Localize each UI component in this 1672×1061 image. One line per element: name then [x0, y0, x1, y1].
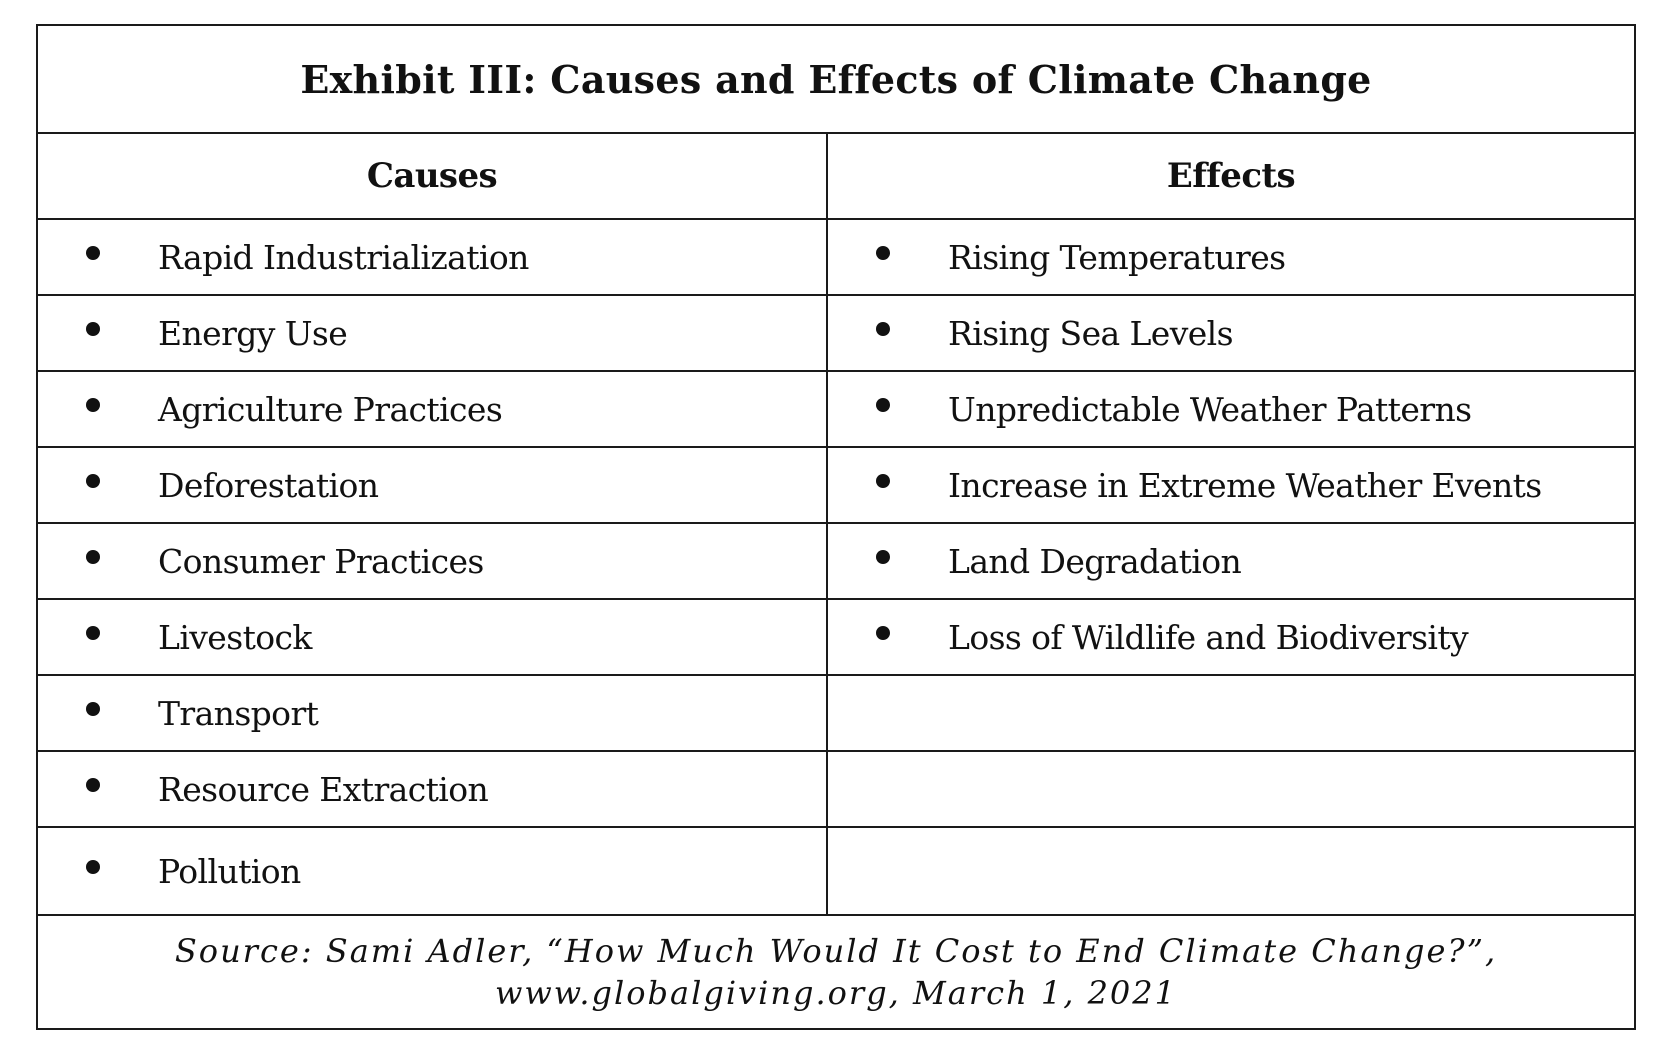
effect-cell [828, 296, 1634, 372]
cause-label: Resource Extraction [158, 769, 489, 809]
effects-header: Effects [828, 134, 1634, 220]
source-line-2: www.globalgiving.org, March 1, 2021 [495, 974, 1177, 1012]
effect-label: Increase in Extreme Weather Events [948, 465, 1542, 505]
bullet-icon [876, 398, 890, 412]
effect-cell [828, 448, 1634, 524]
cause-cell [38, 448, 828, 524]
bullet-icon [86, 702, 100, 716]
bullet-icon [86, 322, 100, 336]
cause-cell [38, 676, 828, 752]
source-citation [38, 916, 1634, 1028]
cause-label: Pollution [158, 851, 301, 891]
bullet-icon [86, 626, 100, 640]
exhibit-title: Exhibit III: Causes and Effects of Climate Change [38, 26, 1634, 134]
effect-cell-empty [828, 828, 1634, 916]
effect-cell [828, 524, 1634, 600]
effect-cell [828, 220, 1634, 296]
bullet-icon [86, 778, 100, 792]
effect-cell [828, 600, 1634, 676]
cause-cell [38, 752, 828, 828]
causes-header: Causes [38, 134, 828, 220]
cause-cell [38, 828, 828, 916]
cause-cell [38, 220, 828, 296]
effect-cell-empty [828, 752, 1634, 828]
bullet-icon [86, 860, 100, 874]
bullet-icon [86, 550, 100, 564]
cause-label: Deforestation [158, 465, 379, 505]
bullet-icon [876, 246, 890, 260]
bullet-icon [86, 474, 100, 488]
effect-label: Unpredictable Weather Patterns [948, 389, 1472, 429]
bullet-icon [86, 398, 100, 412]
causes-effects-grid [38, 134, 1634, 916]
cause-cell [38, 600, 828, 676]
effect-cell [828, 372, 1634, 448]
effect-label: Loss of Wildlife and Biodiversity [948, 617, 1469, 657]
bullet-icon [876, 626, 890, 640]
effect-label: Land Degradation [948, 541, 1242, 581]
cause-label: Rapid Industrialization [158, 237, 529, 277]
cause-label: Transport [158, 693, 319, 733]
cause-label: Energy Use [158, 313, 348, 353]
bullet-icon [876, 474, 890, 488]
cause-cell [38, 372, 828, 448]
bullet-icon [876, 550, 890, 564]
bullet-icon [86, 246, 100, 260]
cause-cell [38, 296, 828, 372]
cause-cell [38, 524, 828, 600]
effect-cell-empty [828, 676, 1634, 752]
cause-label: Consumer Practices [158, 541, 484, 581]
bullet-icon [876, 322, 890, 336]
effect-label: Rising Temperatures [948, 237, 1286, 277]
source-line-1: Source: Sami Adler, “How Much Would It Cost to End Climate Change?”, [174, 932, 1498, 970]
exhibit-table [36, 24, 1636, 1030]
effect-label: Rising Sea Levels [948, 313, 1233, 353]
cause-label: Livestock [158, 617, 312, 657]
cause-label: Agriculture Practices [158, 389, 503, 429]
